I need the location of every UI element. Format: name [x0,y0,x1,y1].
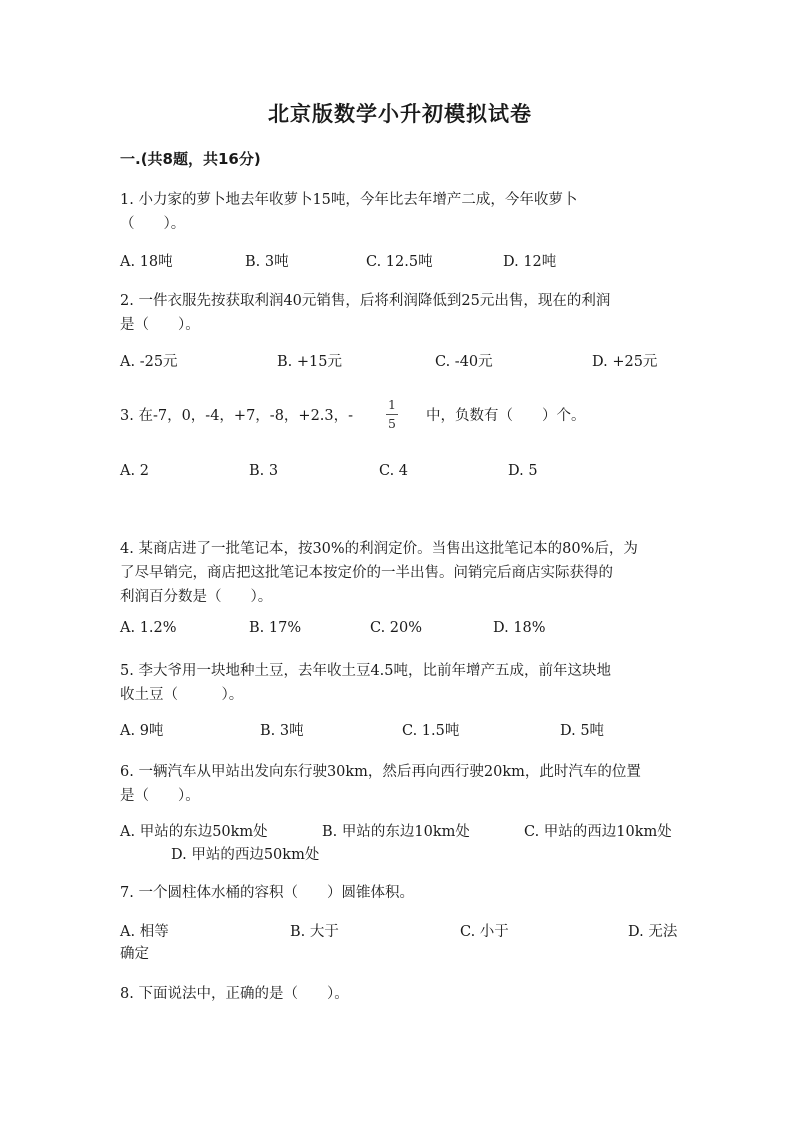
question-3-text-after-fraction: 中，负数有（ ）个。 [426,408,586,424]
question-4-option-c[interactable]: C. 20% [370,620,423,636]
fraction-denominator: 5 [388,416,396,431]
question-6-option-d[interactable]: D. 甲站的西边50km处 [171,847,320,863]
question-7-option-d[interactable]: D. 无法 [628,924,678,940]
fraction-one-fifth [386,398,398,431]
question-2-option-c[interactable]: C. -40元 [435,354,493,370]
question-5-option-c[interactable]: C. 1.5吨 [402,723,460,739]
question-5-text-line-1: 5. 李大爷用一块地种土豆，去年收土豆4.5吨，比前年增产五成，前年这块地 [120,663,612,679]
question-4-text-line-2: 了尽早销完，商店把这批笔记本按定价的一半出售。问销完后商店实际获得的 [120,565,613,581]
question-1-option-c[interactable]: C. 12.5吨 [366,254,433,270]
question-5-text-line-2: 收土豆（ ）。 [120,687,244,703]
question-2-option-a[interactable]: A. -25元 [120,354,178,370]
question-4-option-b[interactable]: B. 17% [249,620,302,636]
question-1-option-a[interactable]: A. 18吨 [120,254,173,270]
question-5-option-d[interactable]: D. 5吨 [560,723,605,739]
section-heading: 一.(共8题，共16分) [120,150,261,168]
question-4-text-line-3: 利润百分数是（ ）。 [120,589,273,605]
question-4-text-line-1: 4. 某商店进了一批笔记本，按30%的利润定价。当售出这批笔记本的80%后，为 [120,541,638,557]
question-2-option-b[interactable]: B. +15元 [277,354,342,370]
question-7-option-d-wrap: 确定 [120,946,149,962]
question-2-option-d[interactable]: D. +25元 [592,354,658,370]
question-7-option-b[interactable]: B. 大于 [290,924,339,940]
question-7-option-c[interactable]: C. 小于 [460,924,509,940]
question-7-text-line-1: 7. 一个圆柱体水桶的容积（ ）圆锥体积。 [120,885,414,901]
question-4-option-a[interactable]: A. 1.2% [120,620,177,636]
question-3-option-c[interactable]: C. 4 [379,463,409,479]
question-6-option-a[interactable]: A. 甲站的东边50km处 [120,824,268,840]
question-8-text-line-1: 8. 下面说法中，正确的是（ ）。 [120,986,349,1002]
question-3-text-before-fraction: 3. 在-7，0，-4，+7，-8，+2.3，- [120,408,354,424]
question-6-text-line-2: 是（ ）。 [120,788,200,804]
question-3-option-a[interactable]: A. 2 [120,463,149,479]
question-3-option-d[interactable]: D. 5 [508,463,538,479]
question-5-option-a[interactable]: A. 9吨 [120,723,164,739]
page-title: 北京版数学小升初模拟试卷 [268,102,532,126]
question-1-text-line-1: 1. 小力家的萝卜地去年收萝卜15吨，今年比去年增产二成，今年收萝卜 [120,192,578,208]
question-6-text-line-1: 6. 一辆汽车从甲站出发向东行驶30km，然后再向西行驶20km，此时汽车的位置 [120,764,641,780]
question-4-option-d[interactable]: D. 18% [493,620,546,636]
fraction-numerator: 1 [388,397,396,412]
question-1-option-b[interactable]: B. 3吨 [245,254,289,270]
question-1-option-d[interactable]: D. 12吨 [503,254,557,270]
question-2-text-line-1: 2. 一件衣服先按获取利润40元销售，后将利润降低到25元出售，现在的利润 [120,293,611,309]
fraction-bar [386,414,398,415]
question-5-option-b[interactable]: B. 3吨 [260,723,304,739]
question-7-option-a[interactable]: A. 相等 [120,924,169,940]
question-1-text-line-2: （ ）。 [120,216,186,232]
question-3-option-b[interactable]: B. 3 [249,463,279,479]
question-6-option-c[interactable]: C. 甲站的西边10km处 [524,824,672,840]
question-6-option-b[interactable]: B. 甲站的东边10km处 [322,824,470,840]
question-2-text-line-2: 是（ ）。 [120,317,200,333]
